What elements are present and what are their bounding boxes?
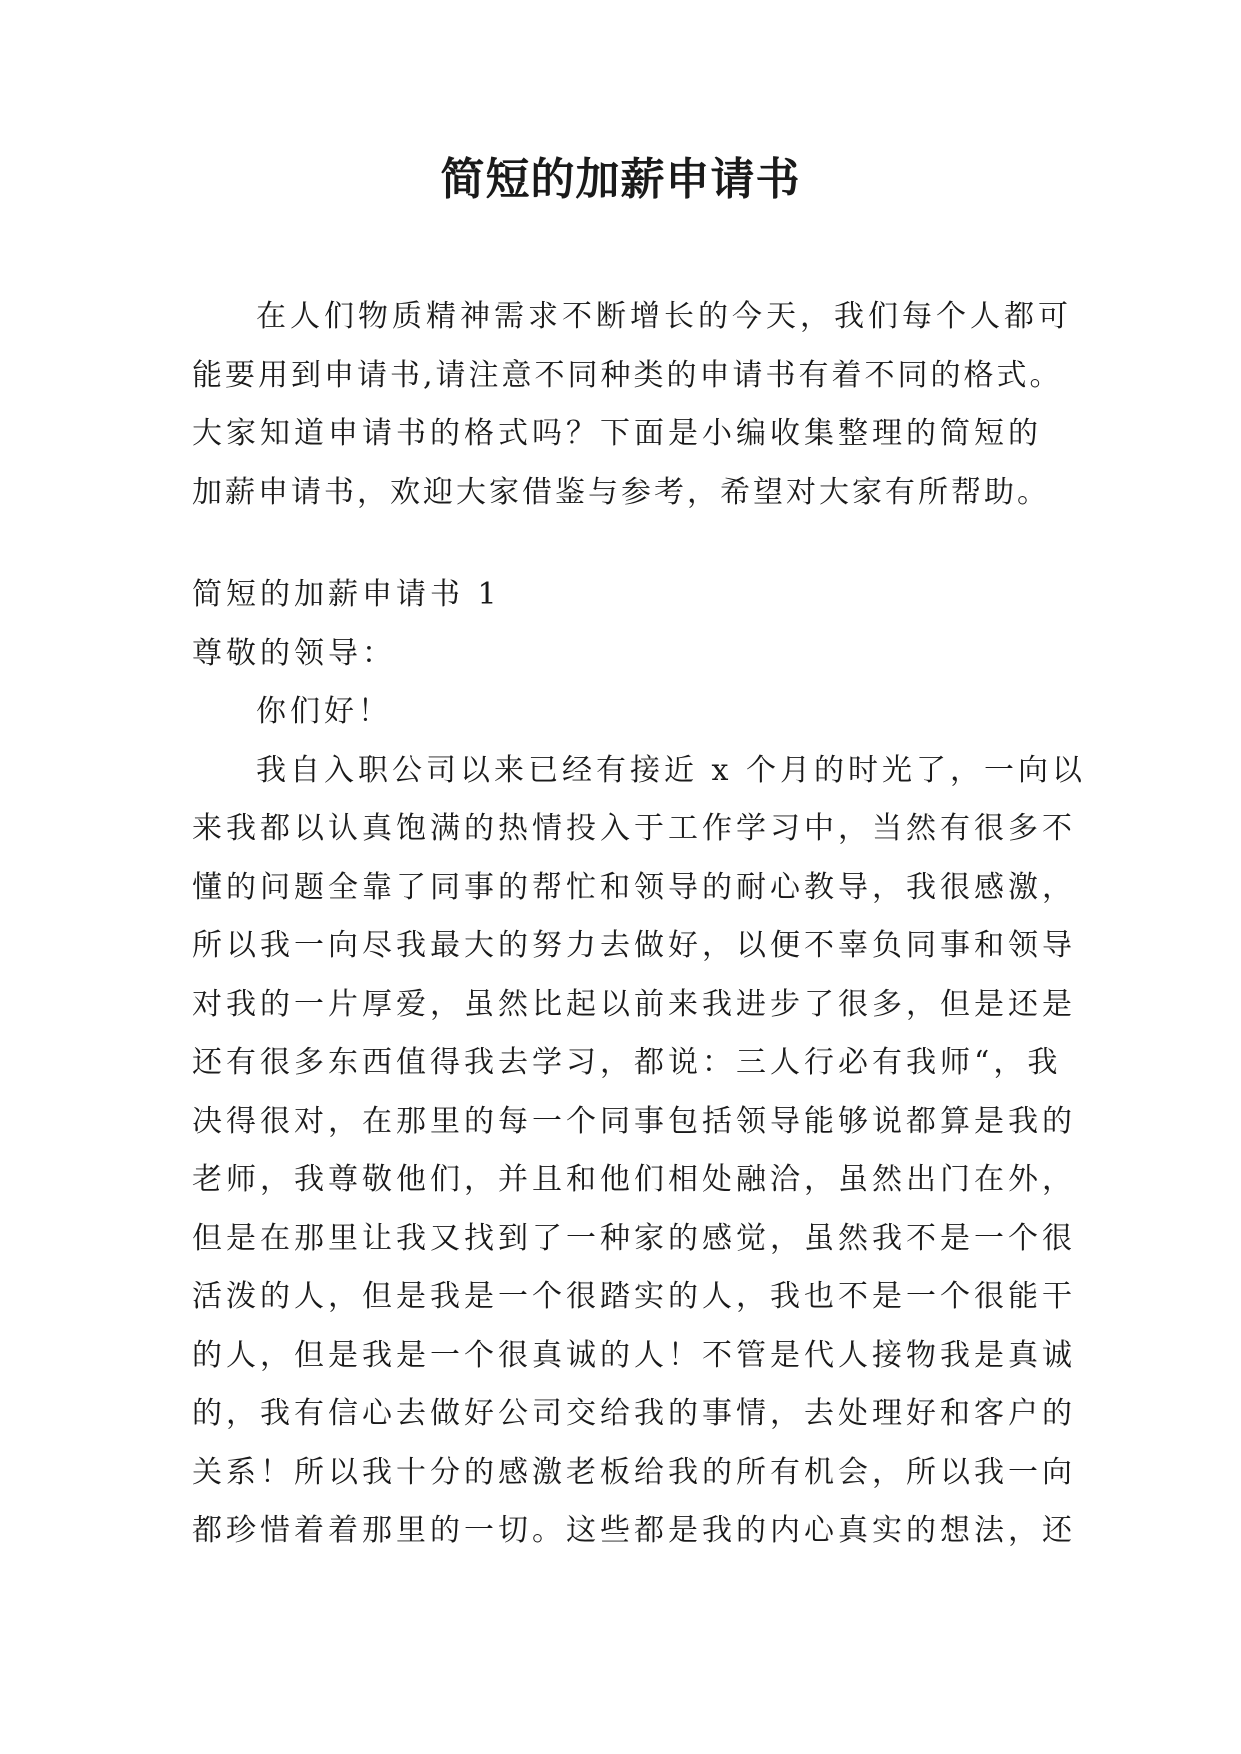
letter-line: 的，我有信心去做好公司交给我的事情，去处理好和客户的 bbox=[192, 1396, 1076, 1431]
letter-line: 关系！所以我十分的感激老板给我的所有机会，所以我一向 bbox=[192, 1454, 1076, 1490]
letter-line: 决得很对，在那里的每一个同事包括领导能够说都算是我的 bbox=[192, 1103, 1076, 1139]
letter-line: 还有很多东西值得我去学习，都说：三人行必有我师“，我 bbox=[192, 1045, 1062, 1080]
document-title: 简短的加薪申请书 bbox=[440, 154, 801, 205]
section-heading: 简短的加薪申请书 1 bbox=[192, 577, 501, 612]
letter-line: 所以我一向尽我最大的努力去做好，以便不辜负同事和领导 bbox=[192, 928, 1076, 963]
letter-line: 但是在那里让我又找到了一种家的感觉，虽然我不是一个很 bbox=[192, 1220, 1076, 1256]
letter-line: 活泼的人，但是我是一个很踏实的人，我也不是一个很能干 bbox=[192, 1279, 1076, 1314]
letter-line: 懂的问题全靠了同事的帮忙和领导的耐心教导，我很感激， bbox=[192, 869, 1076, 905]
intro-line: 在人们物质精神需求不断增长的今天，我们每个人都可 bbox=[256, 299, 1072, 334]
letter-line: 老师，我尊敬他们，并且和他们相处融洽，虽然出门在外， bbox=[192, 1162, 1076, 1197]
paragraph-gap bbox=[192, 522, 1050, 566]
intro-line: 能要用到申请书,请注意不同种类的申请书有着不同的格式。 bbox=[192, 357, 1063, 393]
salutation: 尊敬的领导： bbox=[192, 635, 396, 671]
letter-line: 对我的一片厚爱，虽然比起以前来我进步了很多，但是还是 bbox=[192, 986, 1076, 1022]
letter-line: 来我都以认真饱满的热情投入于工作学习中，当然有很多不 bbox=[192, 811, 1076, 846]
letter-line: 我自入职公司以来已经有接近 x 个月的时光了，一向以 bbox=[256, 752, 1086, 788]
intro-line: 加薪申请书，欢迎大家借鉴与参考，希望对大家有所帮助。 bbox=[192, 474, 1050, 510]
letter-line: 都珍惜着着那里的一切。这些都是我的内心真实的想法，还 bbox=[192, 1513, 1076, 1548]
intro-line: 大家知道申请书的格式吗？下面是小编收集整理的简短的 bbox=[192, 416, 1042, 451]
document-body bbox=[192, 288, 1086, 1561]
letter-line: 的人，但是我是一个很真诚的人！不管是代人接物我是真诚 bbox=[192, 1337, 1076, 1373]
greeting: 你们好！ bbox=[256, 694, 392, 729]
